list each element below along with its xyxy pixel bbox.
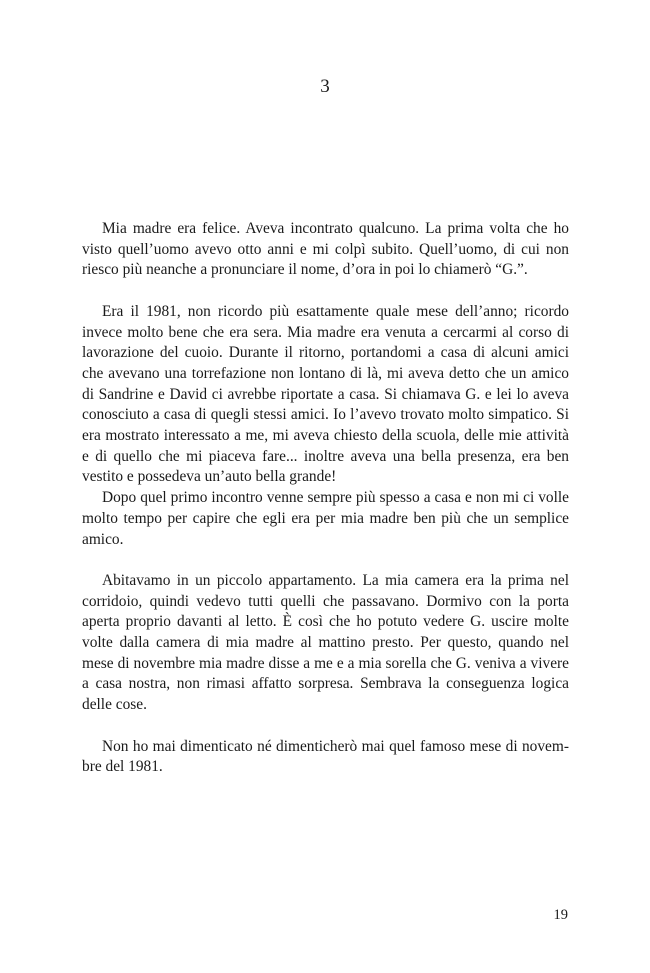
paragraph: Non ho mai dimenticato né dimenticherò mai quel famoso mese di novembre del 1981.: [82, 737, 569, 776]
page-number: 19: [553, 907, 568, 923]
chapter-number: 3: [320, 76, 330, 97]
paragraph: Era il 1981, non ricordo più esattamente quale mese dell’anno; ricordo invece molto bene che era sera. Mia madre era venuta a cercarmi al corso di lavorazione del cuoio. Durante il ritorno, portandomi a casa di alcuni amici che avevano una torrefazione non lontano di là, mi aveva detto che un amico di Sandrine e David ci avrebbe riportate a casa. Si chiamava G. e lei lo aveva conosciuto a casa di quegli stessi amici. Io l’avevo trovato molto simpatico. Si era mostrato interessato a me, mi aveva chiesto della scuola, delle mie attività e di quello che mi piaceva fare... inoltre aveva una bella presenza, era ben vestito e possedeva un’auto bella grande!: [82, 302, 569, 486]
paragraph: Mia madre era felice. Aveva incontrato qualcuno. La prima volta che ho visto quell’uomo avevo otto anni e mi colpì subito. Quell’uomo, di cui non riesco più neanche a pronunciare il nome, d’ora in poi lo chiamerò “G.”.: [82, 220, 569, 279]
paragraph: Abitavamo in un piccolo appartamento. La mia camera era la prima nel corridoio, quindi vedevo tutti quelli che passavano. Dormivo con la porta aperta proprio davanti al letto. È così che ho potuto vedere G. uscire molte volte dalla camera di mia madre al mattino presto. Per questo, quando nel mese di novembre mia madre disse a me e a mia sorella che G. veniva a vivere a casa nostra, non rimasi affatto sorpresa. Sembrava la conseguenza logica delle cose.: [82, 571, 569, 714]
chapter-body: [82, 219, 569, 778]
paragraph: Dopo quel primo incontro venne sempre più spesso a casa e non mi ci volle molto tempo per capire che egli era per mia madre ben più che un semplice amico.: [82, 489, 569, 548]
